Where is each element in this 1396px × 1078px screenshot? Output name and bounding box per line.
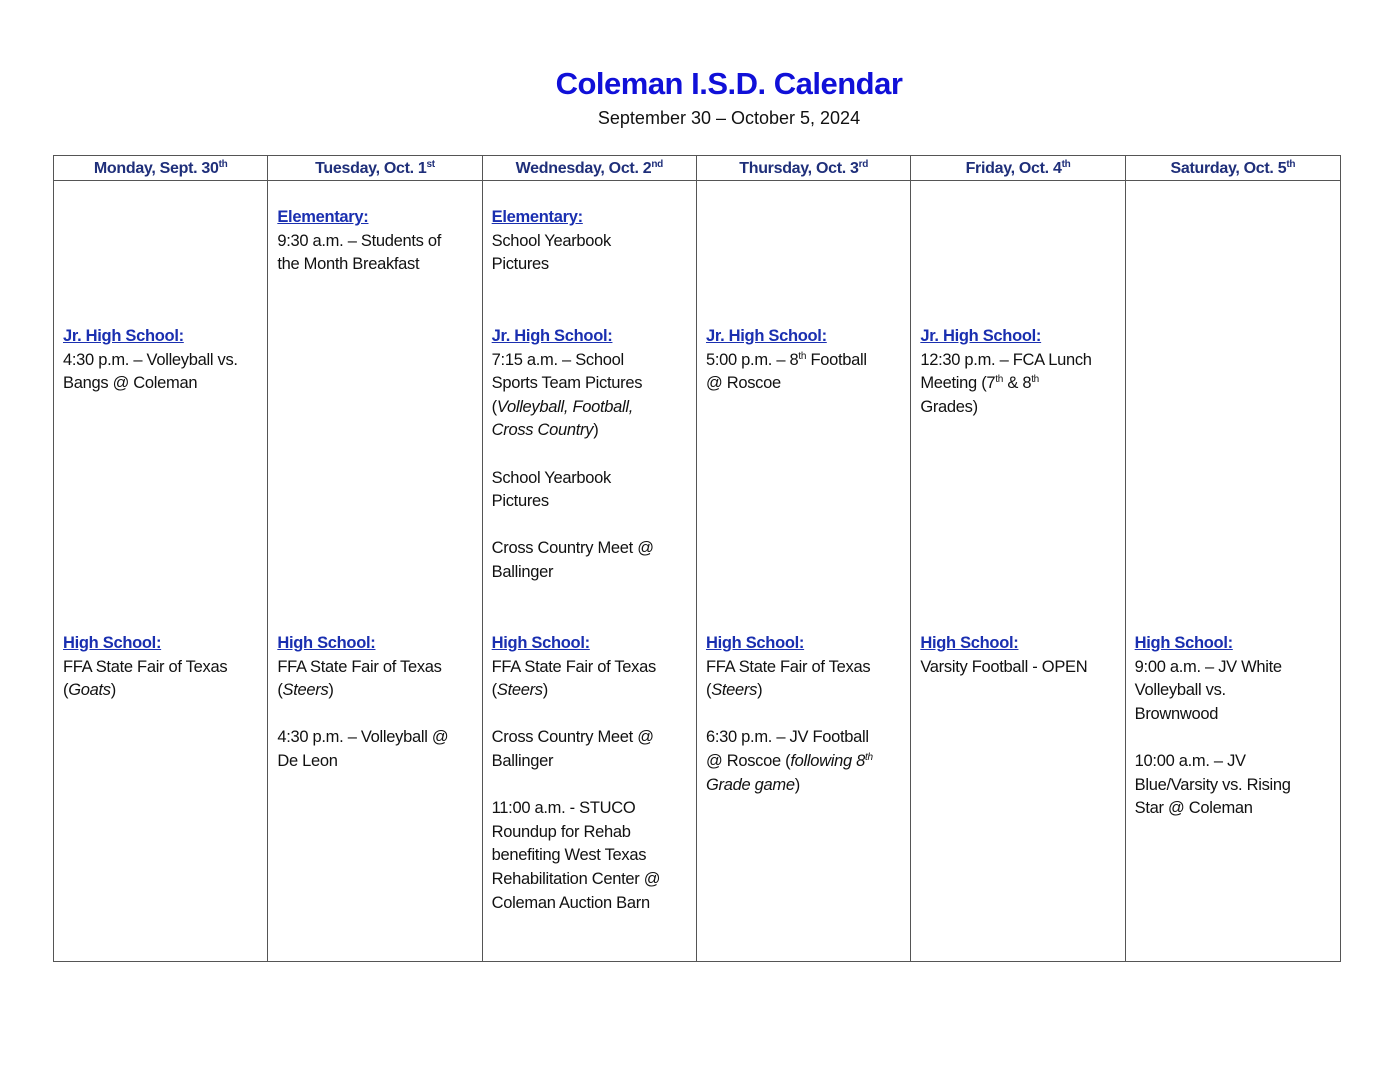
event-line — [706, 349, 906, 373]
calendar-title: Coleman I.S.D. Calendar — [555, 66, 903, 101]
event-line — [63, 349, 263, 373]
event-line — [920, 349, 1120, 373]
event — [706, 349, 906, 396]
event-line — [492, 726, 692, 750]
day-ordinal: th — [1286, 159, 1296, 170]
calendar-table — [53, 155, 1341, 962]
day-name: Saturday, Oct. 5 — [1170, 160, 1287, 177]
event-line — [63, 679, 263, 703]
event-line — [492, 467, 692, 491]
day-name: Friday, Oct. 4 — [965, 160, 1062, 177]
section — [492, 325, 692, 585]
event — [492, 537, 692, 584]
event-line — [492, 230, 692, 254]
event-text: Varsity Football - OPEN — [920, 657, 1088, 676]
event-text: School Yearbook — [491, 468, 612, 487]
event-text: 4:30 p.m. – Volleyball vs. — [63, 350, 238, 369]
event-text: ) — [593, 421, 599, 440]
event-text: 9:00 a.m. – JV White — [1134, 657, 1282, 676]
event-text: 5:00 p.m. – 8 — [705, 350, 799, 369]
event-line — [492, 656, 692, 680]
event-text: Pictures — [491, 492, 549, 511]
day-cell — [54, 181, 268, 961]
event — [1135, 656, 1336, 727]
event-text: Steers — [711, 681, 758, 700]
section-label: High School: — [491, 634, 590, 652]
section — [920, 632, 1120, 679]
section-label: Jr. High School: — [63, 327, 184, 345]
event-text: De Leon — [277, 751, 338, 770]
event-text: ) — [794, 775, 800, 794]
event-line — [920, 372, 1120, 396]
event-text: ) — [757, 681, 763, 700]
event-line — [492, 868, 692, 892]
event-line — [492, 372, 692, 396]
event-text: Volleyball vs. — [1134, 681, 1226, 700]
section — [1135, 632, 1336, 821]
event-line — [1135, 656, 1336, 680]
day-name: Monday, Sept. 30 — [93, 160, 219, 177]
day-name: Wednesday, Oct. 2 — [515, 160, 652, 177]
section — [706, 632, 906, 797]
event-text: ) — [110, 681, 116, 700]
day-header — [268, 156, 482, 181]
event — [492, 349, 692, 443]
event-text: following 8 — [790, 751, 866, 770]
event-text: ( — [63, 681, 69, 700]
event-line — [277, 726, 477, 750]
event — [492, 230, 692, 277]
event-text: ( — [277, 681, 283, 700]
event — [920, 656, 1120, 680]
event-text: Roundup for Rehab — [491, 822, 631, 841]
event-text: Cross Country — [491, 421, 594, 440]
event-line — [1135, 774, 1336, 798]
event-text: 4:30 p.m. – Volleyball @ — [277, 728, 449, 747]
section — [492, 632, 692, 915]
section — [706, 325, 906, 396]
section-label: Elementary: — [491, 208, 583, 226]
day-cell — [911, 181, 1125, 961]
event-line — [706, 656, 906, 680]
day-ordinal: nd — [651, 159, 663, 170]
section-label: High School: — [705, 634, 805, 652]
event-text: Coleman Auction Barn — [491, 893, 650, 912]
day-cell — [483, 181, 697, 961]
event-text: Blue/Varsity vs. Rising — [1134, 775, 1291, 794]
event-line — [706, 372, 906, 396]
event-text: @ Roscoe ( — [705, 751, 791, 770]
event — [1135, 750, 1336, 821]
event-text: Steers — [496, 681, 543, 700]
event — [277, 230, 477, 277]
event — [706, 726, 906, 797]
day-header — [911, 156, 1125, 181]
day-ordinal: rd — [858, 159, 869, 170]
event-line — [1135, 797, 1336, 821]
event-line — [492, 396, 692, 420]
event-text: School Yearbook — [491, 231, 612, 250]
section — [920, 325, 1120, 419]
event-line — [492, 821, 692, 845]
event-line — [277, 656, 477, 680]
event-text: 10:00 a.m. – JV — [1134, 751, 1246, 770]
section — [63, 632, 263, 703]
event-line — [920, 656, 1120, 680]
event-line — [492, 797, 692, 821]
event-text: Grades) — [920, 397, 978, 416]
event — [277, 656, 477, 703]
event-line — [706, 679, 906, 703]
section — [277, 206, 477, 277]
event-text: Bangs @ Coleman — [63, 374, 198, 393]
event-line — [1135, 679, 1336, 703]
event-line — [492, 561, 692, 585]
event — [492, 656, 692, 703]
event-line — [920, 396, 1120, 420]
day-cell — [1126, 181, 1340, 961]
section-label: High School: — [920, 634, 1019, 652]
event — [920, 349, 1120, 420]
event-text: 9:30 a.m. – Students of — [277, 231, 442, 250]
event-text: ( — [705, 681, 712, 700]
event-text: @ Roscoe — [705, 374, 781, 393]
event-text: Ballinger — [491, 751, 554, 770]
event-text: Brownwood — [1134, 704, 1219, 723]
event-text: Cross Country Meet @ — [491, 539, 654, 558]
event-line — [277, 253, 477, 277]
day-name: Thursday, Oct. 3 — [739, 160, 859, 177]
event-line — [1135, 750, 1336, 774]
event-text: FFA State Fair of Texas — [277, 657, 442, 676]
day-header — [1126, 156, 1340, 181]
event — [277, 726, 477, 773]
event-text: Volleyball, Football, — [496, 397, 634, 416]
date-range: September 30 – October 5, 2024 — [597, 108, 861, 128]
day-ordinal: th — [1061, 159, 1071, 170]
section — [277, 632, 477, 774]
section-label: Jr. High School: — [920, 327, 1042, 345]
section — [492, 206, 692, 277]
section-label: Jr. High School: — [705, 327, 827, 345]
event-text: Rehabilitation Center @ — [491, 869, 661, 888]
section-label: Elementary: — [277, 208, 369, 226]
event-line — [492, 750, 692, 774]
event-text: FFA State Fair of Texas — [705, 657, 871, 676]
event-text: Ballinger — [491, 562, 554, 581]
day-ordinal: st — [426, 159, 435, 170]
event-line — [492, 253, 692, 277]
event-line — [277, 230, 477, 254]
day-header — [483, 156, 697, 181]
event-text: Football — [806, 350, 867, 369]
event-text: & 8 — [1003, 374, 1032, 393]
event-text: FFA State Fair of Texas — [63, 657, 228, 676]
event-line — [492, 679, 692, 703]
section — [63, 325, 263, 396]
event-text: ( — [491, 397, 497, 416]
day-name: Tuesday, Oct. 1 — [315, 160, 427, 177]
event-text: ) — [542, 681, 548, 700]
event-text: Meeting (7 — [920, 374, 996, 393]
event-text: Steers — [282, 681, 329, 700]
event-text: Pictures — [491, 255, 549, 274]
day-header — [697, 156, 911, 181]
event-text: Sports Team Pictures — [491, 374, 643, 393]
event-line — [1135, 703, 1336, 727]
event-text: th — [798, 350, 807, 362]
event-text: th — [995, 374, 1004, 386]
section-label: High School: — [277, 634, 376, 652]
event-line — [492, 892, 692, 916]
day-ordinal: th — [218, 159, 228, 170]
section-label: Jr. High School: — [491, 327, 613, 345]
event — [492, 797, 692, 915]
section-label: High School: — [63, 634, 162, 652]
event-text: Star @ Coleman — [1134, 799, 1253, 818]
event-text: ) — [328, 681, 334, 700]
event-line — [63, 372, 263, 396]
event-line — [706, 750, 906, 774]
event-line — [492, 349, 692, 373]
event — [492, 726, 692, 773]
section-label: High School: — [1134, 634, 1233, 652]
event-line — [706, 726, 906, 750]
event-text: FFA State Fair of Texas — [491, 657, 656, 676]
event-text: 7:15 a.m. – School — [491, 350, 624, 369]
event-line — [63, 656, 263, 680]
event-text: th — [1031, 374, 1039, 386]
event-text: ( — [491, 681, 497, 700]
event-text: Goats — [68, 681, 111, 700]
event-text: 6:30 p.m. – JV Football — [705, 728, 869, 747]
event-text: benefiting West Texas — [491, 846, 647, 865]
event — [492, 467, 692, 514]
event-line — [492, 490, 692, 514]
event-line — [277, 679, 477, 703]
day-cell — [268, 181, 482, 961]
event — [63, 656, 263, 703]
event-line — [492, 537, 692, 561]
event-text: 11:00 a.m. - STUCO — [491, 799, 636, 818]
event-text: Grade game — [705, 775, 795, 794]
event-line — [277, 750, 477, 774]
event-line — [492, 419, 692, 443]
event-text: the Month Breakfast — [277, 255, 420, 274]
day-header — [54, 156, 268, 181]
event-text: 12:30 p.m. – FCA Lunch — [920, 350, 1092, 369]
event-text: Cross Country Meet @ — [491, 728, 654, 747]
event-line — [492, 844, 692, 868]
event-line — [706, 774, 906, 798]
event — [706, 656, 906, 703]
event — [63, 349, 263, 396]
event-text: th — [865, 751, 873, 763]
day-cell — [697, 181, 911, 961]
